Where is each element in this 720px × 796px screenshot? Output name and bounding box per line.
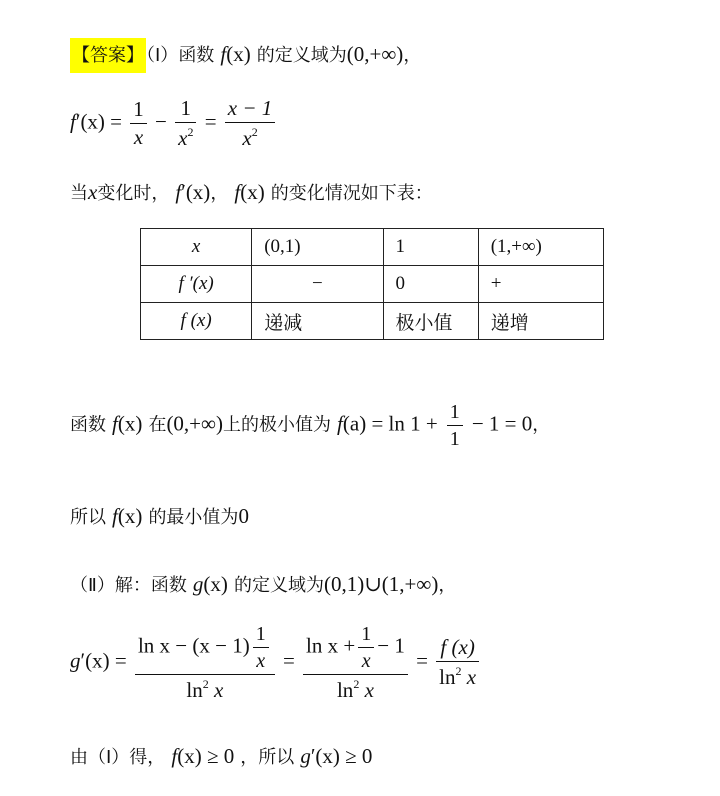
answer-tag: 【答案】 [70,38,146,73]
fraction: ln x − (x − 1) $\frac{1}{x}$ $\ln^2 x$ [135,624,275,701]
line-table-intro: 当x变化时， f′(x)， f(x) 的变化情况如下表： [70,180,433,204]
fraction: $\frac{x - 1}{x^2}$ [225,98,276,149]
fraction: $\frac{f (x)}{\ln^2 x}$ [436,637,479,688]
g-derivative-formula: g′(x) = ln x − (x − 1) $\frac{1}{x}$ $\ln^2 x$ = ln x + $\frac{1}{x}$ − 1 $\ln^2 x$ = $\frac{f (x)}{\ln^2 x}$ [70,624,482,701]
part2-label: （Ⅱ） [70,575,115,596]
line-min-conclusion: 所以 f(x) 的最小值为0 [70,504,249,528]
part1-label: （Ⅰ） [146,45,179,66]
line-domain-g: （Ⅱ）解：函数 g(x) 的定义域为(0,1)∪(1,+∞)， [70,572,457,596]
table-row: x (0,1) 1 (1,+∞) [141,229,604,266]
line-final-conclusion: 由（Ⅰ）得， f(x) ≥ 0 ，所以 g′(x) ≥ 0 [70,744,373,768]
variation-table [140,228,604,340]
table-row: f (x) 递减 极小值 递增 [141,303,604,340]
fraction: $\frac{1}{1}$ [447,402,463,449]
derivative-formula: f′(x) = $\frac{1}{x}$ − $\frac{1}{x^2}$ = $\frac{x - 1}{x^2}$ [70,98,278,149]
table-row: f ′(x) − 0 + [141,266,604,303]
fraction: $\frac{1}{x}$ [130,99,147,148]
fraction: $\frac{1}{x^2}$ [175,98,196,149]
fraction: ln x + $\frac{1}{x}$ − 1 $\ln^2 x$ [303,624,408,701]
line-domain-f: 【答案】 （Ⅰ）函数 f(x) 的定义域为(0,+∞)， [70,44,421,65]
line-min-value: 函数 f(x) 在(0,+∞)上的极小值为 f(a) = ln 1 + $\frac{1}{1}$ − 1 = 0， [70,401,551,450]
